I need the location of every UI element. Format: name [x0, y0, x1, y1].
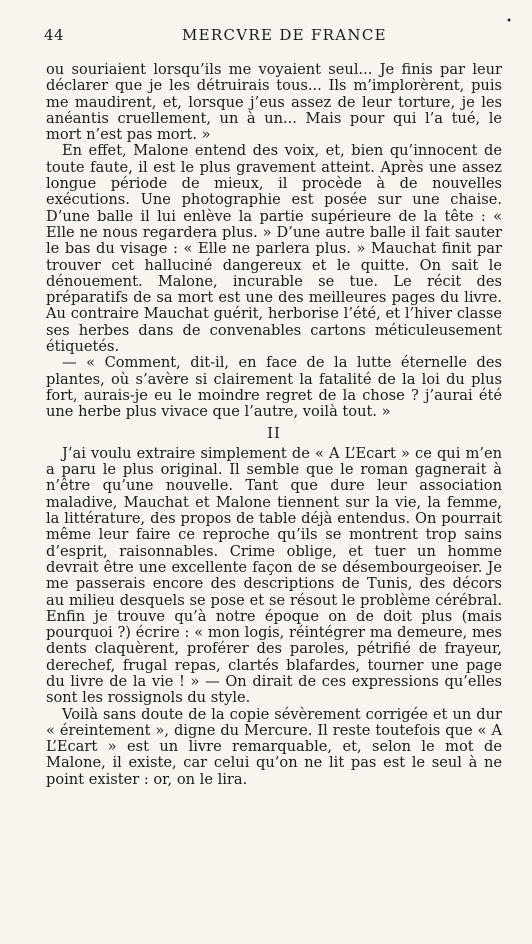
ink-speck: •: [506, 16, 512, 27]
page-number: 44: [44, 26, 65, 44]
paragraph-2: En effet, Malone entend des voix, et, bien qu’innocent de toute faute, il est le plus gravement atteint. Après une assez longue période de mieux, il procède à de nouvelles exécutions. Une photographie est posée sur une chaise. D’une balle il lui enlève la partie supérieure de la tête : « Elle ne nous regardera plus. » D’une autre balle il fait sauter le bas du visage : « Elle ne parlera plus. » Mauchat finit par trouver cet halluciné dangereux et le quitte. On sait le dénouement. Malone, incurable se tue. Le récit des préparatifs de sa mort est une des meilleures pages du livre. Au contraire Mauchat guérit, herborise l’été, et l’hiver classe ses herbes dans de convenables cartons méticuleusement étiquetés.: [46, 142, 502, 356]
paragraph-4: J’ai voulu extraire simplement de « A L’Ecart » ce qui m’en a paru le plus original. Il semble que le roman gagnerait à n’être qu’une nouvelle. Tant que dure leur association maladive, Mauchat et Malone tiennent sur la vie, la femme, la littérature, des propos de table déjà entendus. On pourrait même leur faire ce reproche qu’ils se montrent trop sains d’esprit, raisonnables. Crime oblige, et tuer un homme devrait être une excellente façon de se désembourgeoiser. Je me passerais encore des descriptions de Tunis, des décors au milieu desquels se pose et se résout le problème cérébral. Enfin je trouve qu’à notre époque on de doit plus (mais pourquoi ?) écrire : « mon logis, réintégrer ma demeure, mes dents claquèrent, proférer des paroles, pétrifié de frayeur, derechef, frugal repas, clartés blafardes, tourner une page du livre de la vie ! » — On dirait de ces expressions qu’elles sont les rossignols du style.: [46, 444, 502, 707]
paragraph-1: ou souriaient lorsqu’ils me voyaient seul... Je finis par leur déclarer que je les détruirais tous... Ils m’implorèrent, puis me maudirent, et, lorsque j’eus assez de leur torture, je les anéantis cruellement, un à un... Mais pour qui l’a tué, le mort n’est pas mort. »: [46, 61, 502, 144]
page-body: [46, 62, 502, 788]
running-head: MERCVRE DE FRANCE: [182, 26, 387, 44]
page-header: [44, 26, 502, 50]
paragraph-5: Voilà sans doute de la copie sévèrement corrigée et un dur « éreintement », digne du Mercure. Il reste toutefois que « A L’Ecart » est un livre remarquable, et, selon le mot de Malone, il existe, car celui qu’on ne lit pas est le seul à ne point exister : or, on le lira.: [46, 705, 502, 788]
paragraph-3: — « Comment, dit-il, en face de la lutte éternelle des plantes, où s’avère si clairement la fatalité de la loi du plus fort, aurais-je eu le moindre regret de la chose ? j’aurai été une herbe plus vivace que l’autre, voilà tout. »: [46, 354, 502, 421]
section-heading: II: [267, 423, 281, 442]
